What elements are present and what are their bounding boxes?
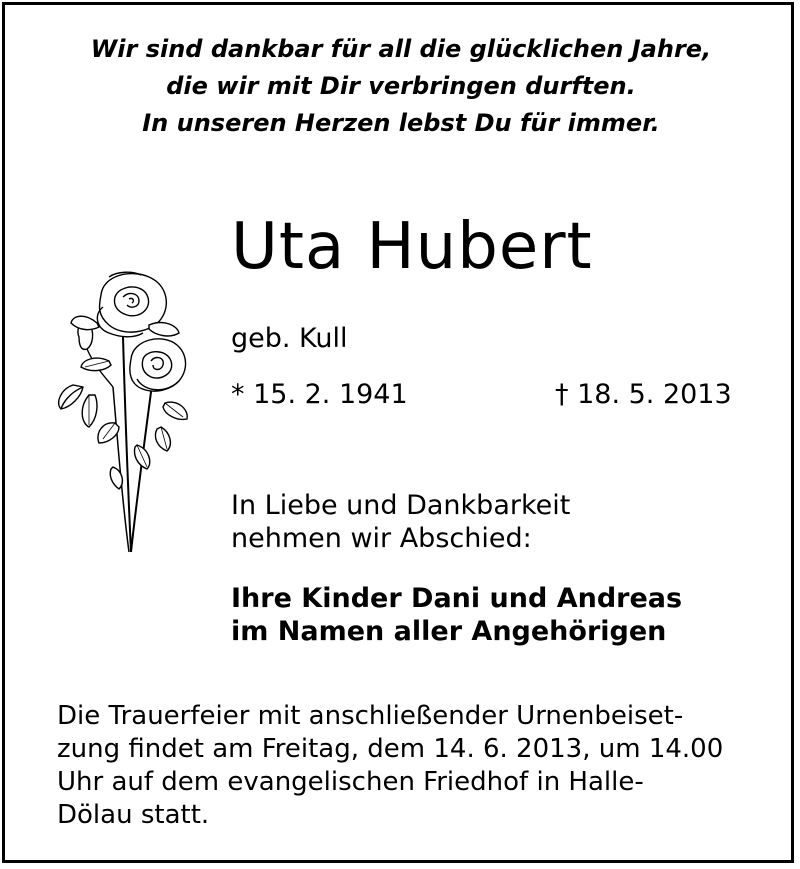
motto [5,31,797,142]
family-line: Ihre Kinder Dani und Andreas [231,583,683,614]
notice-line: Dölau statt. [57,800,210,830]
maiden-name: geb. Kull [231,323,348,354]
motto-line: die wir mit Dir verbringen durften. [166,72,636,100]
farewell-line: nehmen wir Abschied: [231,523,532,554]
notice-line: Uhr auf dem evangelischen Friedhof in Halle- [57,767,644,797]
funeral-notice [57,700,749,832]
obituary-frame [2,2,794,863]
rose-icon [53,267,193,557]
motto-line: In unseren Herzen lebst Du für immer. [142,109,660,137]
family-signature [231,582,682,648]
family-line: im Namen aller Angehörigen [231,616,667,647]
farewell-text [231,489,570,555]
notice-line: Die Trauerfeier mit anschließender Urnenbeiset- [57,701,684,731]
farewell-line: In Liebe und Dankbarkeit [231,490,571,521]
notice-line: zung findet am Freitag, dem 14. 6. 2013, um 14.00 [57,734,724,764]
deceased-name: Uta Hubert [231,210,593,284]
death-date: † 18. 5. 2013 [555,379,732,410]
motto-line: Wir sind dankbar für all die glücklichen Jahre, [90,35,712,63]
birth-date: * 15. 2. 1941 [231,379,408,410]
